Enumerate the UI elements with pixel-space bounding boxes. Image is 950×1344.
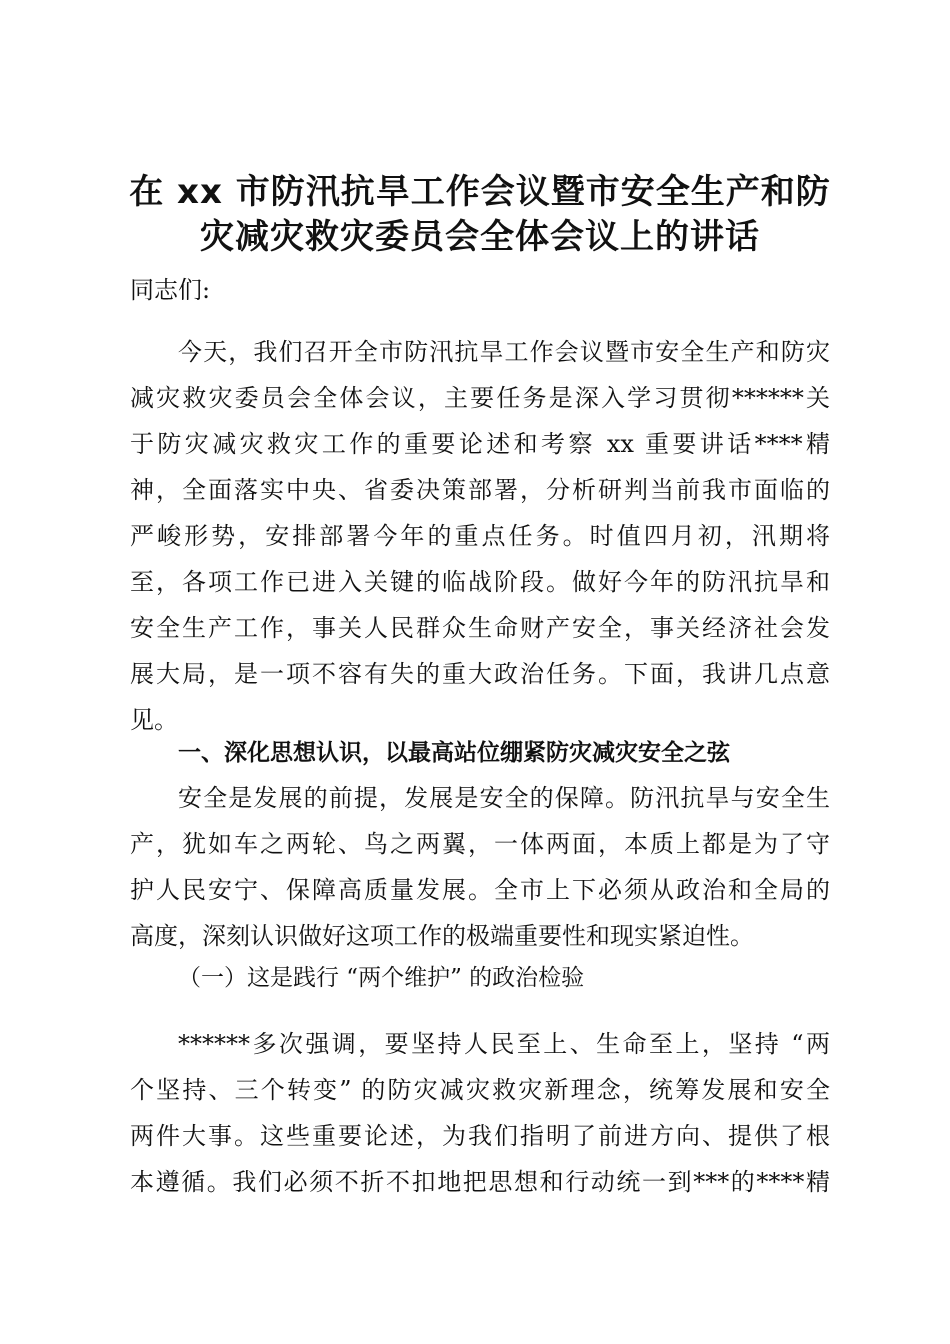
paragraph-line: 本遵循。我们必须不折不扣地把思想和行动统一到***的****精 bbox=[130, 1168, 830, 1196]
paragraph-line: 两件大事。这些重要论述，为我们指明了前进方向、提供了根 bbox=[130, 1122, 830, 1150]
paragraph-line: 安全生产工作，事关人民群众生命财产安全，事关经济社会发 bbox=[130, 614, 830, 642]
paragraph-intro bbox=[130, 329, 830, 743]
paragraph-line: 产，犹如车之两轮、鸟之两翼，一体两面，本质上都是为了守 bbox=[130, 830, 830, 858]
paragraph-line: 今天，我们召开全市防汛抗旱工作会议暨市安全生产和防灾 bbox=[178, 338, 830, 366]
salutation: 同志们: bbox=[130, 276, 211, 304]
subsection-heading-1: （一）这是践行 “两个维护” 的政治检验 bbox=[178, 965, 585, 991]
paragraph-line: 减灾救灾委员会全体会议，主要任务是深入学习贯彻******关 bbox=[130, 384, 830, 412]
paragraph-subsection-1 bbox=[130, 1021, 830, 1205]
document-title-line-1: 在 xx 市防汛抗旱工作会议暨市安全生产和防 bbox=[129, 172, 831, 212]
paragraph-section-1 bbox=[130, 775, 830, 959]
paragraph-line: 安全是发展的前提，发展是安全的保障。防汛抗旱与安全生 bbox=[178, 784, 830, 812]
paragraph-line: 个坚持、三个转变” 的防灾减灾救灾新理念，统筹发展和安全 bbox=[130, 1076, 830, 1104]
paragraph-line: 严峻形势，安排部署今年的重点任务。时值四月初，汛期将 bbox=[130, 522, 830, 550]
paragraph-line: ******多次强调，要坚持人民至上、生命至上，坚持 “两 bbox=[178, 1030, 830, 1058]
paragraph-line: 于防灾减灾救灾工作的重要论述和考察 xx 重要讲话****精 bbox=[130, 430, 830, 458]
paragraph-line: 高度，深刻认识做好这项工作的极端重要性和现实紧迫性。 bbox=[130, 922, 754, 950]
document-title-line-2: 灾减灾救灾委员会全体会议上的讲话 bbox=[200, 217, 760, 257]
paragraph-line: 见。 bbox=[130, 706, 178, 734]
paragraph-line: 护人民安宁、保障高质量发展。全市上下必须从政治和全局的 bbox=[130, 876, 830, 904]
paragraph-line: 神，全面落实中央、省委决策部署，分析研判当前我市面临的 bbox=[130, 476, 830, 504]
section-heading-1: 一、深化思想认识，以最高站位绷紧防灾减灾安全之弦 bbox=[178, 740, 730, 766]
paragraph-line: 至，各项工作已进入关键的临战阶段。做好今年的防汛抗旱和 bbox=[130, 568, 830, 596]
paragraph-line: 展大局，是一项不容有失的重大政治任务。下面，我讲几点意 bbox=[130, 660, 830, 688]
